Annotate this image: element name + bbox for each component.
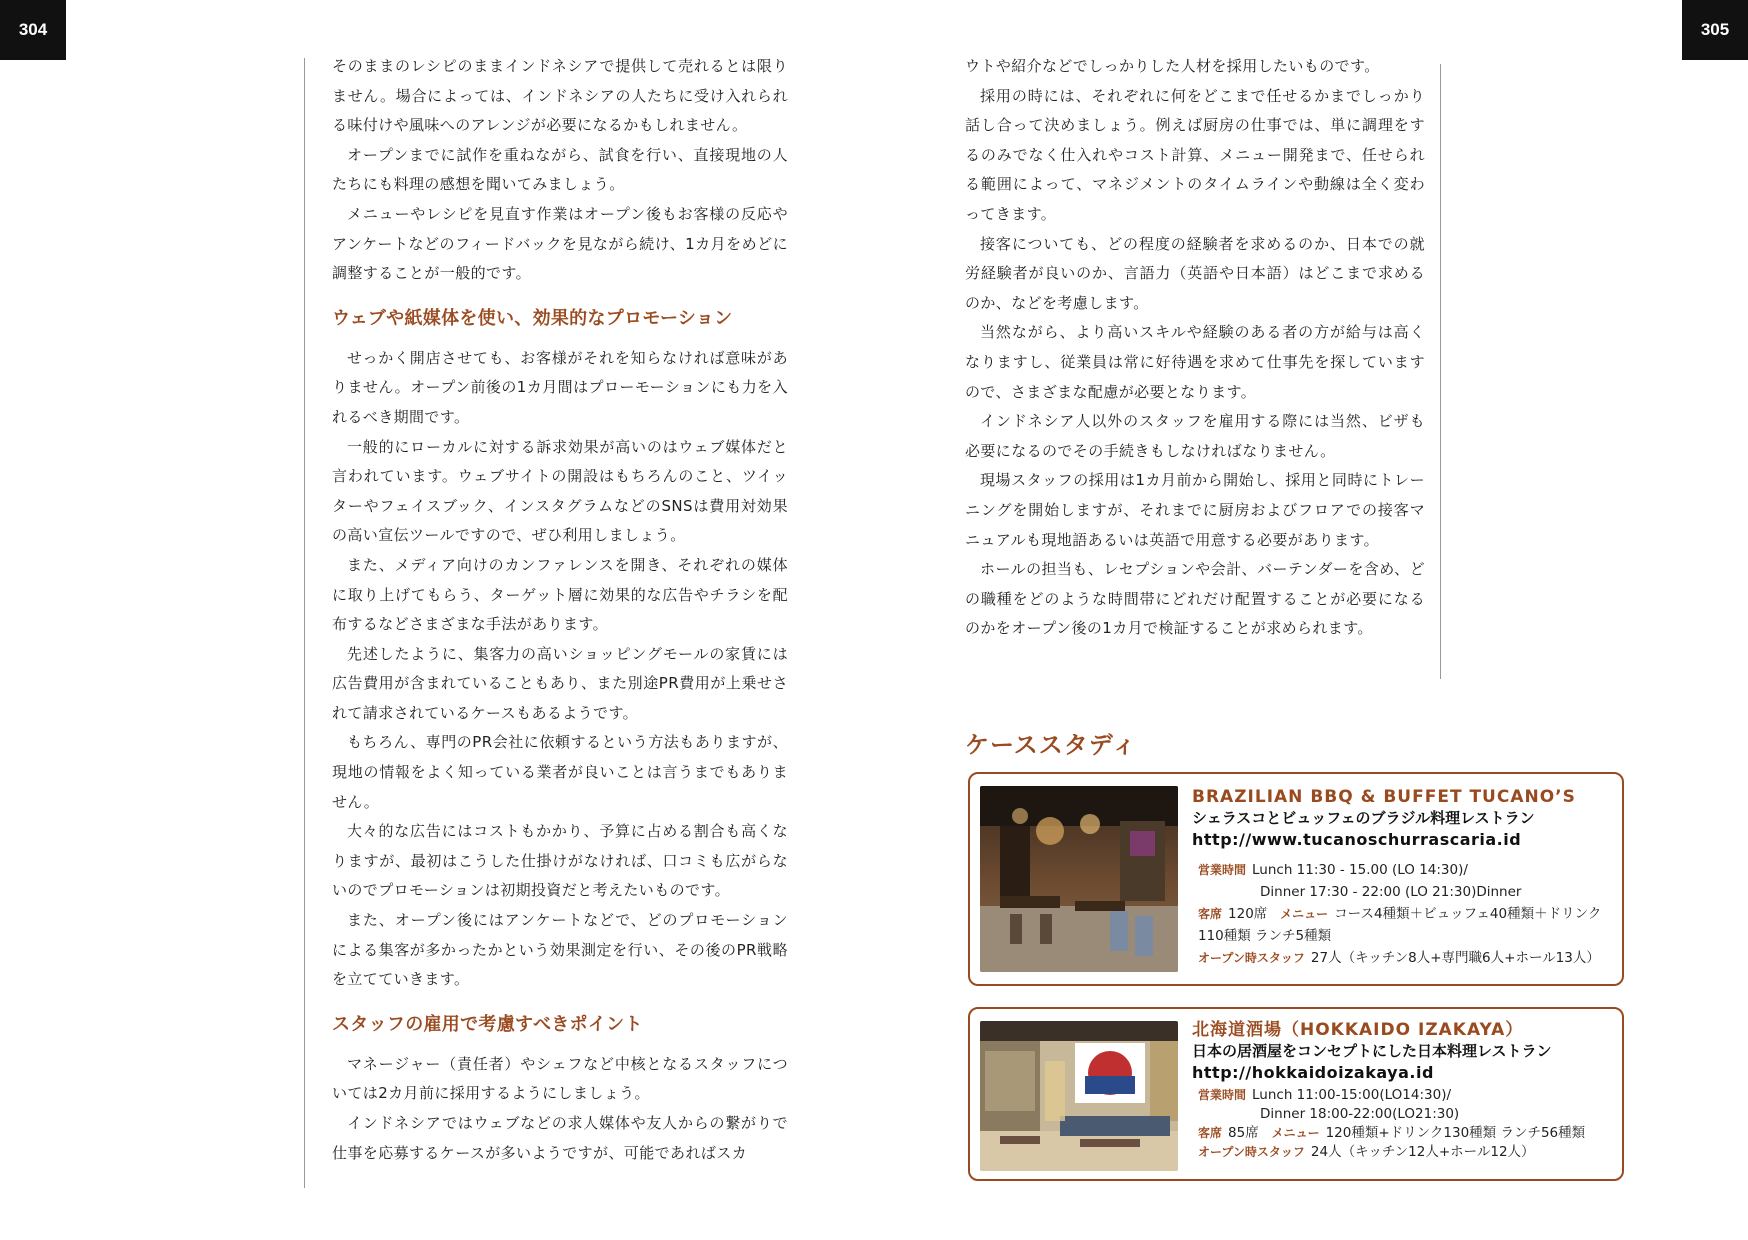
body-paragraph: せっかく開店させても、お客様がそれを知らなければ意味がありません。オープン前後の1カ月間はプローモーションにも力を入れるべき期間です。: [332, 348, 788, 426]
restaurant-photo: [980, 1021, 1178, 1171]
body-paragraph: 現場スタッフの採用は1カ月前から開始し、採用と同時にトレーニングを開始しますが、それまでに厨房およびフロアでの接客マニュアルも現地語あるいは英語で用意する必要があります。: [965, 471, 1425, 549]
hours-row: [1192, 1086, 1610, 1105]
body-paragraph: 接客についても、どの程度の経験者を求めるのか、日本での就労経験者が良いのか、言語力（英語や日本語）はどこまで求めるのか、などを考慮します。: [965, 234, 1425, 312]
seats-value: 85席: [1228, 1125, 1259, 1141]
right-column-rule: [1440, 64, 1441, 679]
hours-line1: Lunch 11:30 - 15.00 (LO 14:30)/: [1252, 862, 1468, 878]
staff-row: [1192, 1143, 1610, 1162]
staff-row: [1192, 947, 1610, 969]
staff-value: 27人（キッチン8人+専門職6人+ホール13人）: [1310, 950, 1600, 966]
menu-value: 120種類+ドリンク130種類 ランチ56種類: [1325, 1125, 1586, 1141]
body-paragraph: メニューやレシピを見直す作業はオープン後もお客様の反応やアンケートなどのフィードバックを見ながら続け、1カ月をめどに調整することが一般的です。: [332, 204, 788, 283]
seats-value: 120席: [1228, 906, 1268, 922]
body-paragraph: また、オープン後にはアンケートなどで、どのプロモーションによる集客が多かったかという効果測定を行い、その後のPR戦略を立てていきます。: [332, 911, 788, 989]
section-heading-promotion: ウェブや紙媒体を使い、効果的なプロモーション: [332, 307, 733, 329]
restaurant-subtitle: シェラスコとビュッフェのブラジル料理レストラン: [1192, 809, 1535, 827]
restaurant-name: 北海道酒場（HOKKAIDO IZAKAYA）: [1192, 1020, 1524, 1040]
staff-label: オープン時スタッフ: [1198, 951, 1305, 965]
body-paragraph: 採用の時には、それぞれに何をどこまで任せるかまでしっかり話し合って決めましょう。例えば厨房の仕事では、単に調理をするのみでなく仕入れやコスト計算、メニュー開発まで、任せられる範囲によって、マネジメントのタイムラインや動線は全く変わってきます。: [965, 86, 1425, 223]
body-paragraph: 一般的にローカルに対する訴求効果が高いのはウェブ媒体だと言われています。ウェブサイトの開設はもちろんのこと、ツイッターやフェイスブック、インスタグラムなどのSNSは費用対効果の高い宣伝ツールですので、ぜひ利用しましょう。: [332, 437, 788, 545]
body-paragraph: 先述したように、集客力の高いショッピングモールの家賃には広告費用が含まれていることもあり、また別途PR費用が上乗せされて請求されているケースもあるようです。: [332, 644, 788, 722]
hours-label: 営業時間: [1198, 1088, 1247, 1102]
menu-value: コース4種類＋ビュッフェ40種類＋ドリンク110種類 ランチ5種類: [1198, 906, 1602, 944]
hours-row-2: [1192, 881, 1610, 903]
staff-label: オープン時スタッフ: [1198, 1145, 1305, 1159]
restaurant-subtitle: 日本の居酒屋をコンセプトにした日本料理レストラン: [1192, 1042, 1552, 1060]
left-column-rule: [304, 58, 305, 1188]
body-paragraph: 当然ながら、より高いスキルや経験のある者の方が給与は高くなりますし、従業員は常に好待遇を求めて仕事先を探していますので、さまざまな配慮が必要となります。: [965, 323, 1425, 401]
seats-label: 客席: [1198, 1126, 1223, 1140]
body-paragraph: 大々的な広告にはコストもかかり、予算に占める割合も高くなりますが、最初はこうした仕掛けがなければ、口コミも広がらないのでプロモーションは初期投資だと考えたいものです。: [332, 822, 788, 900]
left-column: [332, 52, 788, 1168]
page-number-left: [0, 0, 66, 60]
body-paragraph: オープンまでに試作を重ねながら、試食を行い、直接現地の人たちにも料理の感想を聞いてみましょう。: [332, 145, 788, 194]
staff-value: 24人（キッチン12人+ホール12人）: [1310, 1144, 1535, 1160]
hours-line2: Dinner 17:30 - 22:00 (LO 21:30)Dinner: [1260, 884, 1522, 900]
body-paragraph: ウトや紹介などでしっかりした人材を採用したいものです。: [965, 57, 1380, 75]
page-number-left-text: 304: [18, 20, 48, 39]
restaurant-photo-illustration: [980, 786, 1178, 972]
hours-line1: Lunch 11:00-15:00(LO14:30)/: [1252, 1087, 1452, 1103]
seats-menu-row: [1192, 903, 1610, 947]
section-heading-staff: スタッフの雇用で考慮すべきポイント: [332, 1013, 643, 1035]
case-study-info: [1192, 1019, 1610, 1162]
body-paragraph: マネージャー（責任者）やシェフなど中核となるスタッフについては2カ月前に採用するようにしましょう。: [332, 1054, 788, 1103]
page-number-right-text: 305: [1700, 20, 1730, 39]
case-study-card: [968, 772, 1624, 986]
seats-label: 客席: [1198, 907, 1223, 921]
right-column: [965, 52, 1425, 644]
body-paragraph: また、メディア向けのカンファレンスを開き、それぞれの媒体に取り上げてもらう、ターゲット層に効果的な広告やチラシを配布するなどさまざまな手法があります。: [332, 555, 788, 634]
restaurant-photo: [980, 786, 1178, 972]
restaurant-photo-illustration: [980, 1021, 1178, 1171]
restaurant-name: BRAZILIAN BBQ & BUFFET TUCANO’S: [1192, 787, 1576, 807]
hours-row: [1192, 859, 1610, 881]
body-paragraph: そのままのレシピのままインドネシアで提供して売れるとは限りません。場合によっては、インドネシアの人たちに受け入れられる味付けや風味へのアレンジが必要になるかもしれません。: [332, 57, 788, 135]
restaurant-url[interactable]: http://hokkaidoizakaya.id: [1192, 1063, 1434, 1082]
hours-line2: Dinner 18:00-22:00(LO21:30): [1260, 1106, 1460, 1122]
seats-menu-row: [1192, 1124, 1610, 1143]
case-study-title: ケーススタディ: [965, 731, 1137, 759]
restaurant-url[interactable]: http://www.tucanoschurrascaria.id: [1192, 830, 1522, 849]
body-paragraph: ホールの担当も、レセプションや会計、バーテンダーを含め、どの職種をどのような時間帯にどれだけ配置することが必要になるのかをオープン後の1カ月で検証することが求められます。: [965, 560, 1425, 638]
menu-label: メニュー: [1271, 1126, 1320, 1140]
body-paragraph: インドネシア人以外のスタッフを雇用する際には当然、ビザも必要になるのでその手続きもしなければなりません。: [965, 412, 1425, 460]
menu-label: メニュー: [1280, 907, 1329, 921]
body-paragraph: インドネシアではウェブなどの求人媒体や友人からの繋がりで仕事を応募するケースが多いようですが、可能であればスカ: [332, 1114, 788, 1162]
hours-label: 営業時間: [1198, 863, 1247, 877]
hours-row-2: [1192, 1105, 1610, 1124]
case-study-info: [1192, 786, 1610, 969]
body-paragraph: もちろん、専門のPR会社に依頼するという方法もありますが、現地の情報をよく知っている業者が良いことは言うまでもありません。: [332, 733, 788, 811]
case-study-card: [968, 1007, 1624, 1181]
page-number-right: [1682, 0, 1748, 60]
